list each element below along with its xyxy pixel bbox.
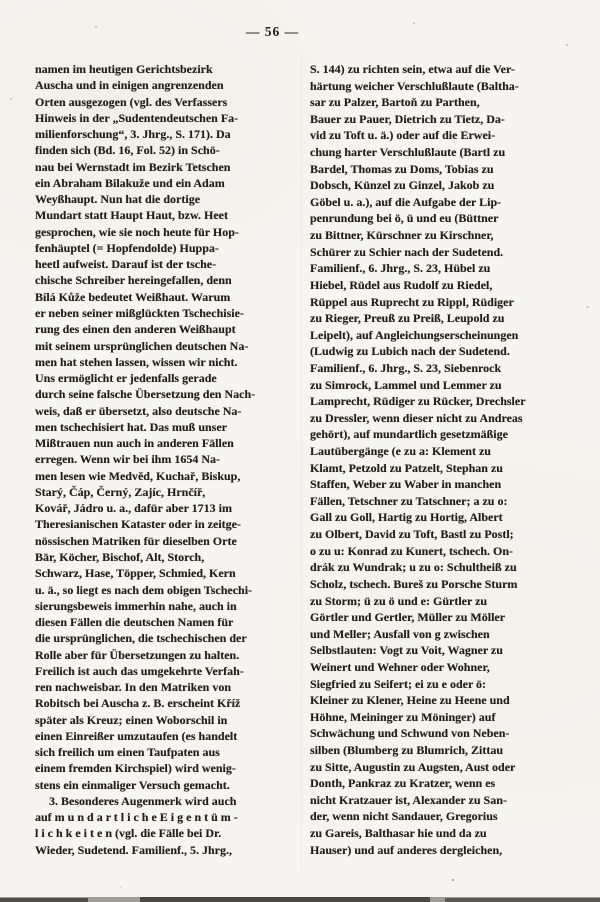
text-line: und Meller; Ausfall von g zwischen xyxy=(310,626,490,641)
text-line: Rolle aber für Übersetzungen zu halten. xyxy=(35,647,240,662)
text-line: zu Sitte, Augustin zu Augsten, Aust oder xyxy=(310,759,516,774)
text-line: durch seine falsche Übersetzung den Nach- xyxy=(35,387,256,402)
text-line: Familienf., 6. Jhrg., S. 23, Hübel zu xyxy=(310,261,491,276)
scan-speck xyxy=(95,26,97,28)
text-line: Bauer zu Pauer, Dietrich zu Tietz, Da- xyxy=(310,111,505,126)
text-line: l i c h k e i t e n (vgl. die Fälle bei Dr. xyxy=(35,826,222,841)
text-line: Hauser) und auf anderes dergleichen, xyxy=(310,842,503,857)
left-text-column xyxy=(35,61,303,858)
text-line: penrundung bei ö, ü und eu (Büttner xyxy=(310,211,499,226)
text-line: Donth, Pankraz zu Kratzer, wenn es xyxy=(310,776,496,791)
text-line: der, wenn nicht Sandauer, Gregorius xyxy=(310,809,498,824)
text-line: ren nachweisbar. In den Matriken von xyxy=(35,680,232,695)
text-line: Kovář, Jádro u. a., dafür aber 1713 im xyxy=(35,501,233,516)
text-line: zu Gareis, Balthasar hie und da zu xyxy=(310,826,487,841)
text-line: Bílá Kůže bedeutet Weißhaut. Warum xyxy=(35,289,231,304)
text-line: zu Simrock, Lammel und Lemmer zu xyxy=(310,377,502,392)
text-line: Höhne, Meininger zu Möninger) auf xyxy=(310,709,496,724)
text-line: Schwarz, Hase, Töpper, Schmied, Kern xyxy=(35,566,236,581)
text-line: Görtler und Gertler, Müller zu Möller xyxy=(310,610,506,625)
scan-speck xyxy=(586,306,589,308)
text-line: Robitsch bei Auscha z. B. erscheint Kříž xyxy=(35,696,241,711)
text-line: gesprochen, wie sie noch heute für Hop- xyxy=(35,224,239,239)
text-line: men tschechisiert hat. Das muß unser xyxy=(35,419,227,434)
text-line: chung harter Verschlußlaute (Bartl zu xyxy=(310,145,506,160)
text-line: o zu u: Konrad zu Kunert, tschech. On- xyxy=(310,543,514,558)
text-line: fenhäuptel (= Hopfendolde) Huppa- xyxy=(35,240,219,255)
text-line: Klamt, Petzold zu Patzelt, Stephan zu xyxy=(310,460,503,475)
text-line: Fällen, Tetschner zu Tatschner; a zu o: xyxy=(310,493,508,508)
text-line: Hiebel, Rüdel aus Rudolf zu Riedel, xyxy=(310,277,493,292)
text-line: ein Abraham Bilakuže und ein Adam xyxy=(35,175,225,190)
text-line: nicht Kratzauer ist, Alexander zu San- xyxy=(310,792,507,807)
text-line: milienforschung“, 3. Jhrg., S. 171). Da xyxy=(35,127,231,142)
text-line: Rüppel aus Ruprecht zu Rippl, Rüdiger xyxy=(310,294,514,309)
text-line: zu Storm; ü zu ö und e: Gürtler zu xyxy=(310,593,488,608)
bottom-scan-artifact xyxy=(0,898,88,902)
text-line: Weyßhaupt. Nun hat die dortige xyxy=(35,192,201,207)
text-line: Göbel u. a.), auf die Aufgabe der Lip- xyxy=(310,194,502,209)
text-line: er neben seiner mißglückten Tschechisie- xyxy=(35,305,244,320)
text-line: einen Einreißer umzutaufen (es handelt xyxy=(35,728,238,743)
text-line: u. ä., so liegt es nach dem obigen Tschechi- xyxy=(35,582,253,597)
text-line: sich freilich um einen Taufpaten aus xyxy=(35,745,220,760)
text-line: Siegfried zu Seifert; ei zu e oder ö: xyxy=(310,676,487,691)
text-line: Bardel, Thomas zu Doms, Tobias zu xyxy=(310,161,494,176)
text-line: härtung weicher Verschlußlaute (Baltha- xyxy=(310,78,519,93)
scan-speck xyxy=(566,44,568,46)
scan-speck xyxy=(120,886,122,888)
text-line: namen im heutigen Gerichtsbezirk xyxy=(35,62,213,76)
bottom-scan-artifact xyxy=(445,898,600,902)
text-line: zu Olbert, David zu Toft, Bastl zu Postl; xyxy=(310,527,514,542)
text-line: Leipelt), auf Angleichungserscheinungen xyxy=(310,327,519,342)
text-line: nau bei Wernstadt im Bezirk Tetschen xyxy=(35,159,231,174)
text-line: vid zu Toft u. ä.) oder auf die Erwei- xyxy=(310,128,496,143)
text-line: chische Schreiber hereingefallen, denn xyxy=(35,273,232,288)
text-line: Bär, Köcher, Bischof, Alt, Storch, xyxy=(35,549,205,564)
text-line: später als Kreuz; einen Woborschil in xyxy=(35,712,228,727)
text-line: zu Bittner, Kürschner zu Kirschner, xyxy=(310,228,494,243)
text-line: die ursprünglichen, die tschechischen der xyxy=(35,631,247,646)
text-line: nössischen Matriken für dieselben Orte xyxy=(35,533,237,548)
text-line: rung des einen den anderen Weißhaupt xyxy=(35,322,236,337)
text-line: Uns ermöglicht er jedenfalls gerade xyxy=(35,371,217,386)
text-line: Weinert und Wehner oder Wohner, xyxy=(310,659,490,674)
bottom-scan-artifact xyxy=(140,897,430,902)
text-line: Freilich ist auch das umgekehrte Verfah- xyxy=(35,663,244,678)
text-line: Schürer zu Schier nach der Sudetend. xyxy=(310,244,504,259)
text-line: Staffen, Weber zu Waber in manchen xyxy=(310,477,502,492)
text-line: Selbstlauten: Vogt zu Voit, Wagner zu xyxy=(310,643,503,658)
page-number: — 56 — xyxy=(245,24,300,39)
text-line: men lesen wie Medvěd, Kuchař, Biskup, xyxy=(35,468,241,483)
text-line: Gall zu Goll, Hartig zu Hortig, Albert xyxy=(310,510,503,525)
text-line: auf m u n d a r t l i c h e E i g e n t ü m - xyxy=(35,810,238,825)
text-line: silben (Blumberg zu Blumrich, Zittau xyxy=(310,742,504,757)
text-line: Hinweis in der „Sudentendeutschen Fa- xyxy=(35,110,239,125)
text-line: sar zu Palzer, Bartoň zu Parthen, xyxy=(310,95,480,110)
text-line: Kleiner zu Klener, Heine zu Heene und xyxy=(310,693,510,708)
text-line: Scholz, tschech. Bureš zu Porsche Sturm xyxy=(310,576,518,591)
text-line: gehört), auf mundartlich gesetzmäßige xyxy=(310,427,508,442)
text-line: Starý, Čáp, Černý, Zajíc, Hrnčíř, xyxy=(35,484,206,499)
text-line: Auscha und in einigen angrenzenden xyxy=(35,78,224,93)
text-line: Schwächung und Schwund von Neben- xyxy=(310,726,510,741)
text-line: Dobsch, Künzel zu Ginzel, Jakob zu xyxy=(310,178,495,193)
text-line: zu Rieger, Preuß zu Preiß, Leupold zu xyxy=(310,311,505,326)
text-line: Mißtrauen nun auch in anderen Fällen xyxy=(35,436,234,451)
text-line: Familienf., 6. Jhrg., S. 23, Siebenrock xyxy=(310,360,502,375)
text-line: einem fremden Kirchspiel) wird wenig- xyxy=(35,761,236,776)
text-line: S. 144) zu richten sein, etwa auf die Ver- xyxy=(310,62,515,76)
scan-speck xyxy=(413,22,415,24)
text-line: weis, daß er übersetzt, also deutsche Na- xyxy=(35,403,242,418)
text-line: stens ein einmaliger Versuch gemacht. xyxy=(35,777,230,792)
text-line: men hat stehen lassen, wissen wir nicht. xyxy=(35,354,238,369)
text-line: heetl aufweist. Darauf ist der tsche- xyxy=(35,257,217,272)
text-line: (Ludwig zu Lubich nach der Sudetend. xyxy=(310,344,510,359)
text-line: diesen Fällen die deutschen Namen für xyxy=(35,615,234,630)
text-line: sierungsbeweis immerhin nahe, auch in xyxy=(35,598,237,613)
scan-speck xyxy=(452,879,454,881)
text-line: Lamprecht, Rüdiger zu Rücker, Drechsler xyxy=(310,394,526,409)
text-line: Lautübergänge (e zu a: Klement zu xyxy=(310,444,491,459)
text-line: mit seinem ursprünglichen deutschen Na- xyxy=(35,338,249,353)
text-line: 3. Besonderes Augenmerk wird auch xyxy=(49,793,237,808)
scan-speck xyxy=(10,98,12,100)
text-line: Mundart statt Haupt Haut, bzw. Heet xyxy=(35,208,228,223)
text-line: finden sich (Bd. 16, Fol. 52) in Schö- xyxy=(35,143,220,158)
right-text-column xyxy=(310,61,578,858)
text-line: Theresianischen Kataster oder in zeitge- xyxy=(35,517,241,532)
text-line: Orten ausgezogen (vgl. des Verfassers xyxy=(35,94,228,109)
text-line: drák zu Wundrak; u zu o: Schultheiß zu xyxy=(310,560,517,575)
text-line: Wieder, Sudetend. Familienf., 5. Jhrg., xyxy=(35,842,233,857)
text-line: zu Dressler, wenn dieser nicht zu Andreas xyxy=(310,410,523,425)
text-line: erregen. Wenn wir bei ihm 1654 Na- xyxy=(35,452,220,467)
